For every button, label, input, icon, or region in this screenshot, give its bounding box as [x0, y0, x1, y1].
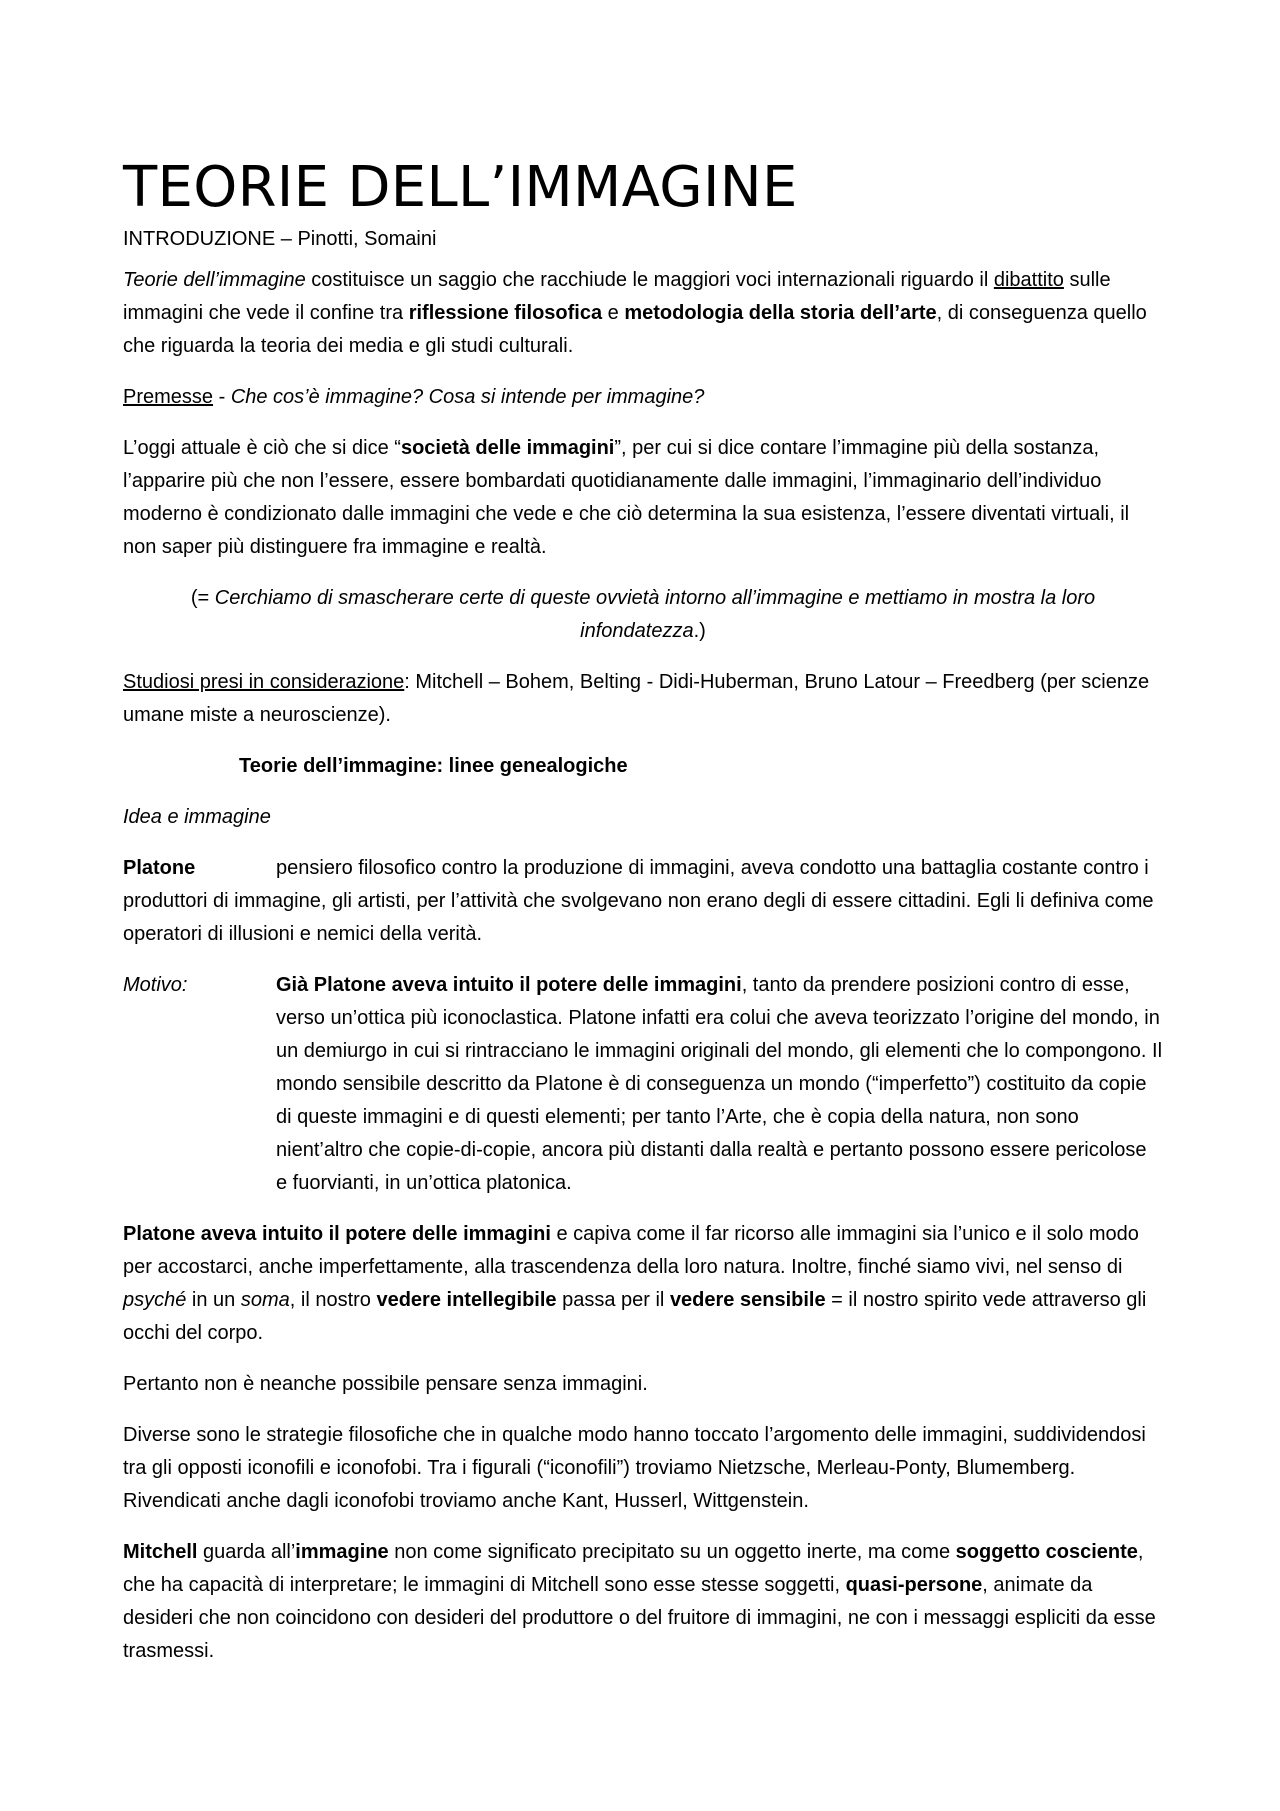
- bold-mitchell: Mitchell: [123, 1541, 198, 1563]
- text-span: in un: [186, 1289, 241, 1311]
- document-page: [123, 150, 1163, 1686]
- text-span: ”, per cui si dice contare l’immagine più della sostanza, l’apparire più che non l’essere, essere bombardati quotidianamente dalle immagini, l’immaginario dell’individuo moderno è condizionato dalle immagini che vede e che ciò determina la sua esistenza, l’essere diventati virtuali, il non saper più distinguere fra immagine e realtà.: [123, 437, 1130, 558]
- text-span: (=: [190, 587, 215, 609]
- book-title-italic: Teorie dell’immagine: [123, 269, 306, 291]
- bold-vedere-intellegibile: vedere intellegibile: [376, 1289, 557, 1311]
- subheading-text: Idea e immagine: [123, 806, 271, 828]
- underlined-premesse: Premesse: [123, 386, 214, 408]
- underlined-studiosi: Studiosi presi in considerazione: [123, 671, 405, 693]
- text-span: , di conseguenza quello che riguarda la teoria dei media e gli studi culturali.: [123, 302, 1147, 357]
- underlined-dibattito: dibattito: [993, 269, 1064, 291]
- text-span: e: [602, 302, 625, 324]
- paragraph-centered-note: [123, 582, 1163, 648]
- bold-riflessione-filosofica: riflessione filosofica: [408, 302, 603, 324]
- text-span: L’oggi attuale è ciò che si dice “: [123, 437, 401, 459]
- bold-societa-delle-immagini: società delle immagini: [400, 437, 615, 459]
- bold-soggetto-cosciente: soggetto cosciente: [955, 1541, 1138, 1563]
- paragraph-studiosi: [123, 666, 1163, 732]
- paragraph-societa-immagini: [123, 432, 1163, 564]
- platone-label: Platone: [123, 857, 196, 879]
- subheading-idea-immagine: [123, 801, 1163, 834]
- paragraph-pensare-immagini: Pertanto non è neanche possibile pensare senza immagini.: [123, 1373, 648, 1395]
- bold-quasi-persone: quasi-persone: [845, 1574, 983, 1596]
- text-span: , animate da desideri che non coincidono con desideri del produttore o del fruitore di immagini, ne con i messaggi espliciti da esse trasmessi.: [123, 1574, 1156, 1662]
- bold-immagine: immagine: [295, 1541, 389, 1563]
- bold-platone-potere: Platone aveva intuito il potere delle immagini: [123, 1223, 551, 1245]
- paragraph-mitchell: [123, 1536, 1163, 1668]
- introduction-subtitle: INTRODUZIONE – Pinotti, Somaini: [123, 228, 437, 250]
- motivo-text: [276, 969, 1163, 1200]
- paragraph-strategie-filosofiche: Diverse sono le strategie filosofiche che in qualche modo hanno toccato l’argomento delle immagini, suddividendosi tra gli opposti iconofili e iconofobi. Tra i figurali (“iconofili”) troviamo Nietzsche, Merleau-Ponty, Blumemberg. Rivendicati anche dagli iconofobi troviamo anche Kant, Husserl, Wittgenstein.: [123, 1424, 1146, 1512]
- note-italic: Cerchiamo di smascherare certe di queste ovvietà intorno all’immagine e mettiamo in mostra la loro infondatezza: [214, 587, 1096, 642]
- text-span: : Mitchell – Bohem, Belting - Didi-Huberman, Bruno Latour – Freedberg (per scienze umane miste a neuroscienze).: [123, 671, 1150, 726]
- text-span: -: [213, 386, 231, 408]
- paragraph-premesse: [123, 381, 1163, 414]
- bold-platone-intuito: Già Platone aveva intuito il potere delle immagini: [276, 974, 742, 996]
- text-span: costituisce un saggio che racchiude le maggiori voci internazionali riguardo il: [305, 269, 994, 291]
- text-span: e capiva come il far ricorso alle immagini sia l’unico e il solo modo per accostarci, anche imperfettamente, alla trascendenza della loro natura. Inoltre, finché siamo vivi, nel senso di: [123, 1223, 1139, 1278]
- italic-soma: soma: [240, 1289, 290, 1311]
- text-span: = il nostro spirito vede attraverso gli occhi del corpo.: [123, 1289, 1147, 1344]
- text-span: sulle immagini che vede il confine tra: [123, 269, 1111, 324]
- bold-metodologia: metodologia della storia dell’arte: [624, 302, 937, 324]
- motivo-block: [123, 969, 1163, 1200]
- text-span: , che ha capacità di interpretare; le immagini di Mitchell sono esse stesse soggetti,: [123, 1541, 1144, 1596]
- text-span: passa per il: [556, 1289, 670, 1311]
- premesse-question-italic: Che cos’è immagine? Cosa si intende per immagine?: [230, 386, 705, 408]
- italic-psyche: psyché: [123, 1289, 187, 1311]
- text-span: .): [693, 620, 706, 642]
- text-span: non come significato precipitato su un oggetto inerte, ma come: [388, 1541, 956, 1563]
- bold-vedere-sensibile: vedere sensibile: [669, 1289, 826, 1311]
- text-span: , tanto da prendere posizioni contro di esse, verso un’ottica più iconoclastica. Platone infatti era colui che aveva teorizzato l’origine del mondo, in un demiurgo in cui si rintracciano le immagini originali del mondo, gli elementi che lo compongono. Il mondo sensibile descritto da Platone è di conseguenza un mondo (“imperfetto”) costituito da copie di queste immagini e di questi elementi; per tanto l’Arte, che è copia della natura, non sono nient’altro che copie-di-copie, ancora più distanti dalla realtà e pertanto possono essere pericolose e fuorvianti, in un’ottica platonica.: [276, 974, 1163, 1194]
- platone-text: pensiero filosofico contro la produzione di immagini, aveva condotto una battaglia costante contro i produttori di immagine, gli artisti, per l’attività che svolgevano non erano degli di essere cittadini. Egli li definiva come operatori di illusioni e nemici della verità.: [123, 857, 1154, 945]
- text-span: guarda all’: [197, 1541, 296, 1563]
- section-heading-text: Teorie dell’immagine: linee genealogiche: [239, 755, 628, 777]
- paragraph-platone-potere: [123, 1218, 1163, 1350]
- paragraph-platone: [123, 852, 1163, 951]
- paragraph-intro: [123, 264, 1163, 363]
- motivo-label-text: Motivo:: [123, 974, 188, 996]
- section-heading: [123, 750, 1163, 783]
- motivo-label: [123, 969, 276, 1200]
- document-title: TEORIE DELL’IMMAGINE: [123, 155, 798, 220]
- text-span: , il nostro: [289, 1289, 377, 1311]
